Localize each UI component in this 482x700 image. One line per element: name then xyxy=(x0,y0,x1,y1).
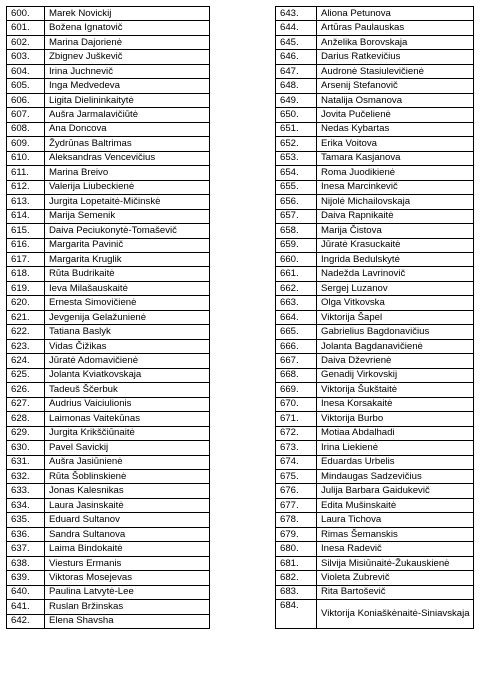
person-name: Julija Barbara Gaidukevič xyxy=(317,484,474,498)
person-name: Daiva Peciukonytė-Tomaševič xyxy=(45,224,210,238)
person-name: Tatiana Baslyk xyxy=(45,325,210,339)
row-number: 647. xyxy=(276,64,317,78)
row-number: 613. xyxy=(7,195,45,209)
person-name: Rimas Šemanskis xyxy=(317,527,474,541)
person-name: Ana Doncova xyxy=(45,122,210,136)
table-row xyxy=(276,137,474,151)
person-name: Laima Bindokaitė xyxy=(45,542,210,556)
person-name: Elena Shavsha xyxy=(45,614,210,628)
person-name: Viktorija Koniaškėnaitė-Siniavskaja xyxy=(317,600,474,629)
row-number: 633. xyxy=(7,484,45,498)
row-number: 672. xyxy=(276,426,317,440)
row-number: 611. xyxy=(7,166,45,180)
table-row xyxy=(7,21,210,35)
table-row xyxy=(7,614,210,628)
row-number: 656. xyxy=(276,195,317,209)
table-row xyxy=(7,122,210,136)
table-row xyxy=(7,585,210,599)
table-row xyxy=(276,585,474,599)
person-name: Rūta Šoblinskienė xyxy=(45,470,210,484)
row-number: 673. xyxy=(276,441,317,455)
table-row xyxy=(276,455,474,469)
table-row xyxy=(7,325,210,339)
person-name: Ligita Dielininkaitytė xyxy=(45,93,210,107)
table-row xyxy=(276,325,474,339)
row-number: 663. xyxy=(276,296,317,310)
person-name: Ernesta Simovičienė xyxy=(45,296,210,310)
person-name: Jolanta Bagdanavičienė xyxy=(317,339,474,353)
person-name: Viktorija Burbo xyxy=(317,412,474,426)
person-name: Nedas Kybartas xyxy=(317,122,474,136)
row-number: 635. xyxy=(7,513,45,527)
table-row xyxy=(276,64,474,78)
person-name: Eduardas Urbelis xyxy=(317,455,474,469)
table-row xyxy=(7,64,210,78)
table-row xyxy=(7,195,210,209)
person-name: Valerija Liubeckienė xyxy=(45,180,210,194)
row-number: 681. xyxy=(276,556,317,570)
table-row xyxy=(276,556,474,570)
table-row xyxy=(7,93,210,107)
person-name: Aliona Petunova xyxy=(317,7,474,21)
table-row xyxy=(276,35,474,49)
table-row xyxy=(7,79,210,93)
table-row xyxy=(276,397,474,411)
row-number: 669. xyxy=(276,383,317,397)
person-name: Marija Semenik xyxy=(45,209,210,223)
row-number: 674. xyxy=(276,455,317,469)
row-number: 608. xyxy=(7,122,45,136)
table-row xyxy=(276,513,474,527)
table-row xyxy=(7,412,210,426)
table-row xyxy=(276,252,474,266)
person-name: Inga Medvedeva xyxy=(45,79,210,93)
table-row xyxy=(276,542,474,556)
person-name: Margarita Pavinič xyxy=(45,238,210,252)
row-number: 676. xyxy=(276,484,317,498)
person-name: Laura Jasinskaitė xyxy=(45,498,210,512)
row-number: 618. xyxy=(7,267,45,281)
table-row xyxy=(7,224,210,238)
row-number: 654. xyxy=(276,166,317,180)
table-row xyxy=(7,267,210,281)
row-number: 603. xyxy=(7,50,45,64)
person-name: Tadeuš Ščerbuk xyxy=(45,383,210,397)
row-number: 683. xyxy=(276,585,317,599)
person-name: Nadežda Lavrinovič xyxy=(317,267,474,281)
person-name: Viktorija Šapel xyxy=(317,310,474,324)
row-number: 620. xyxy=(7,296,45,310)
person-name: Arsenij Stefanovič xyxy=(317,79,474,93)
table-row xyxy=(7,470,210,484)
person-name: Jovita Pučelienė xyxy=(317,108,474,122)
row-number: 657. xyxy=(276,209,317,223)
table-row xyxy=(276,354,474,368)
person-name: Aušra Jasiūnienė xyxy=(45,455,210,469)
table-row xyxy=(276,310,474,324)
table-row xyxy=(276,79,474,93)
row-number: 670. xyxy=(276,397,317,411)
row-number: 659. xyxy=(276,238,317,252)
table-row xyxy=(276,151,474,165)
table-row xyxy=(7,571,210,585)
table-row xyxy=(276,484,474,498)
table-row xyxy=(276,412,474,426)
row-number: 631. xyxy=(7,455,45,469)
row-number: 679. xyxy=(276,527,317,541)
person-name: Audronė Stasiulevičienė xyxy=(317,64,474,78)
person-name: Darius Ratkevičius xyxy=(317,50,474,64)
person-name: Jevgenija Gelažunienė xyxy=(45,310,210,324)
row-number: 646. xyxy=(276,50,317,64)
table-row xyxy=(276,527,474,541)
table-row xyxy=(7,339,210,353)
person-name: Inesa Marcinkevič xyxy=(317,180,474,194)
row-number: 650. xyxy=(276,108,317,122)
person-name: Irina Juchnevič xyxy=(45,64,210,78)
table-row xyxy=(7,513,210,527)
table-row xyxy=(7,368,210,382)
row-number: 661. xyxy=(276,267,317,281)
person-name: Nijolė Michailovskaja xyxy=(317,195,474,209)
row-number: 653. xyxy=(276,151,317,165)
row-number: 634. xyxy=(7,498,45,512)
row-number: 610. xyxy=(7,151,45,165)
row-number: 614. xyxy=(7,209,45,223)
row-number: 626. xyxy=(7,383,45,397)
row-number: 619. xyxy=(7,281,45,295)
person-name: Genadij Virkovskij xyxy=(317,368,474,382)
row-number: 664. xyxy=(276,310,317,324)
row-number: 644. xyxy=(276,21,317,35)
person-name: Sergej Luzanov xyxy=(317,281,474,295)
table-row xyxy=(276,50,474,64)
table-row xyxy=(7,556,210,570)
table-row xyxy=(7,310,210,324)
row-number: 602. xyxy=(7,35,45,49)
table-row xyxy=(276,238,474,252)
row-number: 615. xyxy=(7,224,45,238)
person-name: Laura Tichova xyxy=(317,513,474,527)
table-row xyxy=(276,470,474,484)
person-name: Jūratė Adomavičienė xyxy=(45,354,210,368)
table-row xyxy=(7,600,210,614)
person-name: Violeta Zubrevič xyxy=(317,571,474,585)
table-row xyxy=(276,195,474,209)
row-number: 668. xyxy=(276,368,317,382)
table-row xyxy=(276,180,474,194)
table-row xyxy=(7,7,210,21)
person-name: Eduard Sultanov xyxy=(45,513,210,527)
row-number: 645. xyxy=(276,35,317,49)
row-number: 671. xyxy=(276,412,317,426)
row-number: 662. xyxy=(276,281,317,295)
row-number: 632. xyxy=(7,470,45,484)
person-name: Marina Dajorienė xyxy=(45,35,210,49)
table-row xyxy=(7,383,210,397)
table-row xyxy=(7,281,210,295)
table-row xyxy=(7,209,210,223)
row-number: 607. xyxy=(7,108,45,122)
row-number: 612. xyxy=(7,180,45,194)
row-number: 627. xyxy=(7,397,45,411)
row-number: 658. xyxy=(276,224,317,238)
table-row xyxy=(276,93,474,107)
person-name: Mindaugas Sadzevičius xyxy=(317,470,474,484)
table-row xyxy=(276,209,474,223)
table-row xyxy=(276,166,474,180)
person-name: Olga Vitkovska xyxy=(317,296,474,310)
row-number: 682. xyxy=(276,571,317,585)
row-number: 677. xyxy=(276,498,317,512)
table-row xyxy=(7,50,210,64)
table-row xyxy=(7,426,210,440)
person-name: Jurgita Lopetaitė-Mičinskė xyxy=(45,195,210,209)
person-name: Viktoras Mosejevas xyxy=(45,571,210,585)
table-row xyxy=(7,527,210,541)
row-number: 616. xyxy=(7,238,45,252)
table-row xyxy=(7,180,210,194)
person-name: Tamara Kasjanova xyxy=(317,151,474,165)
row-number: 600. xyxy=(7,7,45,21)
person-name: Jonas Kalesnikas xyxy=(45,484,210,498)
row-number: 617. xyxy=(7,252,45,266)
person-name: Zbignev Juškevič xyxy=(45,50,210,64)
person-name: Marina Breivo xyxy=(45,166,210,180)
table-row xyxy=(276,267,474,281)
table-row xyxy=(276,339,474,353)
row-number: 609. xyxy=(7,137,45,151)
person-name: Margarita Kruglik xyxy=(45,252,210,266)
row-number: 624. xyxy=(7,354,45,368)
row-number: 684. xyxy=(276,600,317,629)
table-row xyxy=(276,224,474,238)
row-number: 636. xyxy=(7,527,45,541)
row-number: 606. xyxy=(7,93,45,107)
person-name: Erika Voitova xyxy=(317,137,474,151)
row-number: 621. xyxy=(7,310,45,324)
table-row xyxy=(276,122,474,136)
person-name: Božena Ignatovič xyxy=(45,21,210,35)
person-name: Ruslan Bržinskas xyxy=(45,600,210,614)
person-name: Paulina Latvytė-Lee xyxy=(45,585,210,599)
table-row xyxy=(7,238,210,252)
table-row xyxy=(7,151,210,165)
person-name: Rūta Budrikaitė xyxy=(45,267,210,281)
row-number: 629. xyxy=(7,426,45,440)
person-name: Daiva Dževrienė xyxy=(317,354,474,368)
row-number: 604. xyxy=(7,64,45,78)
row-number: 651. xyxy=(276,122,317,136)
person-name: Roma Juodikienė xyxy=(317,166,474,180)
person-name: Rita Bartoševič xyxy=(317,585,474,599)
row-number: 680. xyxy=(276,542,317,556)
row-number: 678. xyxy=(276,513,317,527)
row-number: 666. xyxy=(276,339,317,353)
row-number: 652. xyxy=(276,137,317,151)
person-name: Natalija Osmanova xyxy=(317,93,474,107)
table-row xyxy=(7,137,210,151)
table-row xyxy=(7,35,210,49)
person-name: Sandra Sultanova xyxy=(45,527,210,541)
row-number: 625. xyxy=(7,368,45,382)
table-row xyxy=(7,296,210,310)
table-row xyxy=(276,21,474,35)
row-number: 665. xyxy=(276,325,317,339)
table-row xyxy=(276,426,474,440)
row-number: 637. xyxy=(7,542,45,556)
row-number: 601. xyxy=(7,21,45,35)
person-name: Motiaa Abdalhadi xyxy=(317,426,474,440)
row-number: 623. xyxy=(7,339,45,353)
person-name: Edita Mušinskaitė xyxy=(317,498,474,512)
person-name: Artūras Paulauskas xyxy=(317,21,474,35)
row-number: 630. xyxy=(7,441,45,455)
person-name: Daiva Rapnikaitė xyxy=(317,209,474,223)
person-name: Aleksandras Vencevičius xyxy=(45,151,210,165)
table-row xyxy=(7,166,210,180)
row-number: 628. xyxy=(7,412,45,426)
table-row xyxy=(7,542,210,556)
person-name: Laimonas Vaitekūnas xyxy=(45,412,210,426)
left-name-table xyxy=(6,6,210,629)
person-name: Ieva Milašauskaitė xyxy=(45,281,210,295)
table-row xyxy=(7,354,210,368)
row-number: 667. xyxy=(276,354,317,368)
row-number: 640. xyxy=(7,585,45,599)
table-row xyxy=(7,108,210,122)
row-number: 660. xyxy=(276,252,317,266)
person-name: Aušra Jarmalavičiūtė xyxy=(45,108,210,122)
row-number: 641. xyxy=(7,600,45,614)
row-number: 638. xyxy=(7,556,45,570)
row-number: 622. xyxy=(7,325,45,339)
table-row xyxy=(7,484,210,498)
table-row xyxy=(7,441,210,455)
person-name: Žydrūnas Baltrimas xyxy=(45,137,210,151)
right-name-table xyxy=(275,6,474,629)
table-row xyxy=(7,397,210,411)
person-name: Viktorija Šukštaitė xyxy=(317,383,474,397)
table-row xyxy=(7,498,210,512)
person-name: Viesturs Ermanis xyxy=(45,556,210,570)
person-name: Jolanta Kviatkovskaja xyxy=(45,368,210,382)
person-name: Irina Liekienė xyxy=(317,441,474,455)
row-number: 675. xyxy=(276,470,317,484)
table-row xyxy=(276,368,474,382)
person-name: Gabrielius Bagdonavičius xyxy=(317,325,474,339)
table-row xyxy=(276,498,474,512)
person-name: Anželika Borovskaja xyxy=(317,35,474,49)
table-row xyxy=(276,296,474,310)
person-name: Marija Čistova xyxy=(317,224,474,238)
table-row xyxy=(7,252,210,266)
person-name: Inesa Radevič xyxy=(317,542,474,556)
table-row xyxy=(276,108,474,122)
row-number: 643. xyxy=(276,7,317,21)
person-name: Jūratė Krasuckaitė xyxy=(317,238,474,252)
person-name: Marek Novickij xyxy=(45,7,210,21)
row-number: 642. xyxy=(7,614,45,628)
table-row xyxy=(276,281,474,295)
table-row xyxy=(276,600,474,629)
table-row xyxy=(276,7,474,21)
table-row xyxy=(276,571,474,585)
person-name: Inesa Korsakaitė xyxy=(317,397,474,411)
person-name: Silvija Misiūnaitė-Žukauskienė xyxy=(317,556,474,570)
table-row xyxy=(7,455,210,469)
person-name: Audrius Vaiciulionis xyxy=(45,397,210,411)
row-number: 649. xyxy=(276,93,317,107)
table-row xyxy=(276,383,474,397)
person-name: Jurgita Krikščiūnaitė xyxy=(45,426,210,440)
person-name: Ingrida Bedulskytė xyxy=(317,252,474,266)
row-number: 639. xyxy=(7,571,45,585)
row-number: 605. xyxy=(7,79,45,93)
row-number: 648. xyxy=(276,79,317,93)
person-name: Pavel Savickij xyxy=(45,441,210,455)
table-row xyxy=(276,441,474,455)
row-number: 655. xyxy=(276,180,317,194)
person-name: Vidas Čižikas xyxy=(45,339,210,353)
